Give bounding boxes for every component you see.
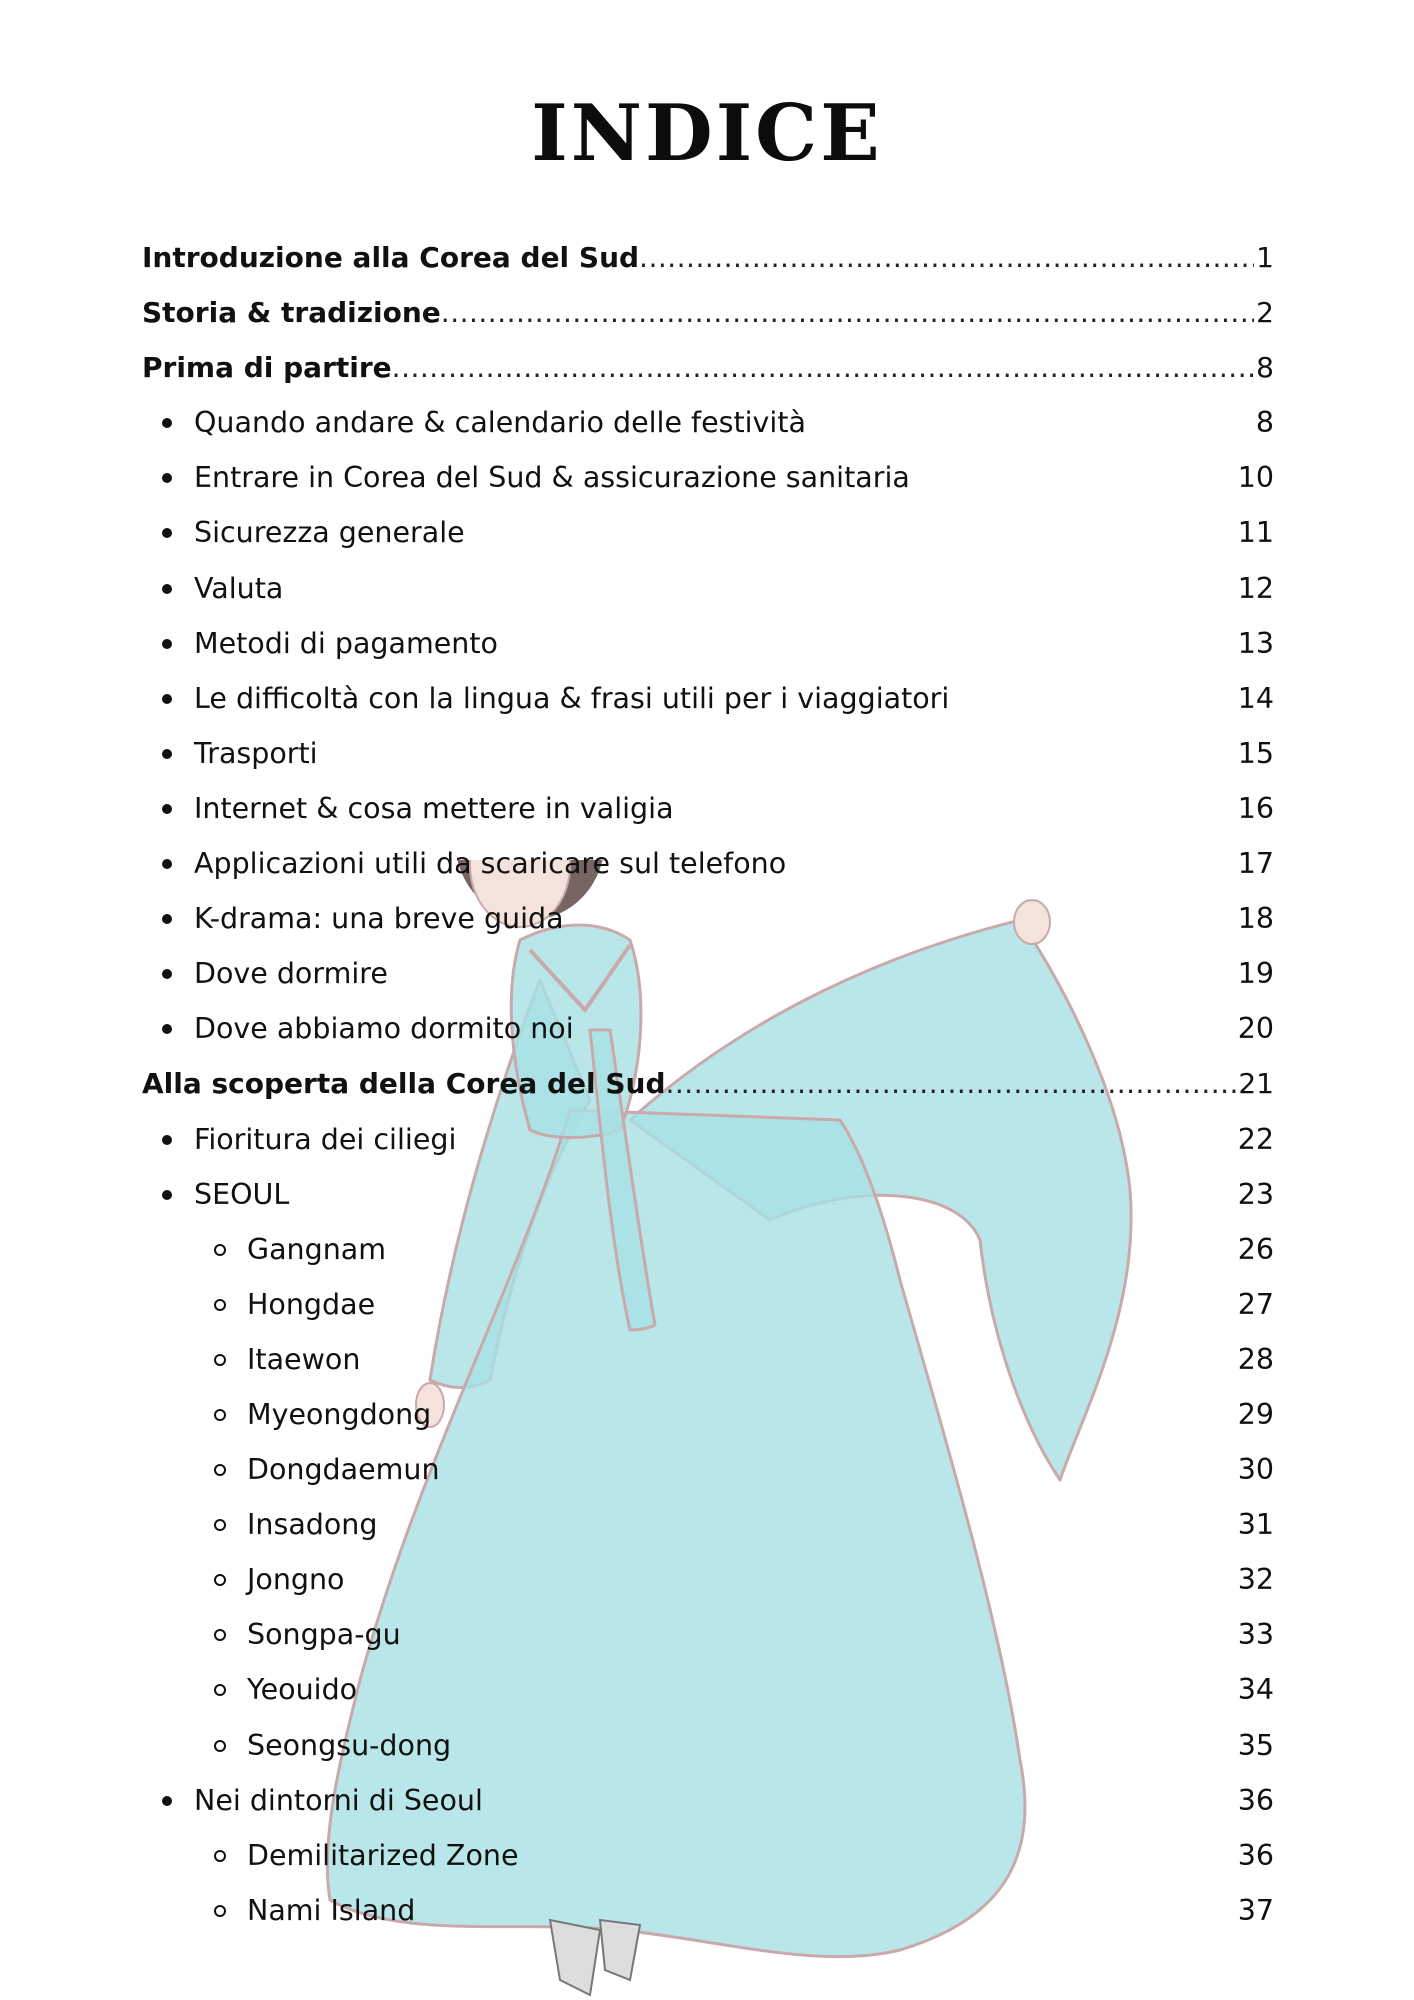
toc-subitem[interactable]: [142, 1222, 1274, 1277]
toc-item[interactable]: [142, 946, 1274, 1001]
toc-label: Valuta: [194, 571, 284, 605]
bullet-icon: [162, 804, 172, 814]
page-title: INDICE: [531, 88, 883, 179]
toc-page-number: 27: [1237, 1287, 1274, 1321]
toc-label: Le difficoltà con la lingua & frasi utili per i viaggiatori: [194, 681, 950, 715]
toc-subitem[interactable]: [142, 1883, 1274, 1938]
toc-section[interactable]: [142, 340, 1274, 395]
toc-page-number: 16: [1237, 791, 1274, 825]
toc-label: Dongdaemun: [247, 1453, 440, 1487]
table-of-contents: [142, 230, 1274, 1938]
circle-bullet-icon: [214, 1354, 226, 1366]
toc-label: Nami Island: [247, 1893, 416, 1927]
bullet-icon: [162, 969, 172, 979]
toc-page-number: 36: [1237, 1783, 1274, 1817]
toc-page-number: 22: [1237, 1122, 1274, 1156]
bullet-icon: [162, 473, 172, 483]
toc-subitem[interactable]: [142, 1332, 1274, 1387]
toc-subitem[interactable]: [142, 1442, 1274, 1497]
toc-label: Introduzione alla Corea del Sud: [142, 241, 640, 274]
toc-item[interactable]: [142, 781, 1274, 836]
toc-page-number: 21: [1238, 1067, 1274, 1101]
toc-label: Gangnam: [247, 1232, 386, 1266]
toc-page-number: 1: [1256, 241, 1274, 274]
toc-section[interactable]: [142, 285, 1274, 340]
toc-item[interactable]: [142, 616, 1274, 671]
toc-page-number: 19: [1237, 957, 1274, 991]
toc-page-number: 8: [1255, 406, 1274, 440]
circle-bullet-icon: [214, 1629, 226, 1641]
toc-page-number: 34: [1237, 1673, 1274, 1707]
circle-bullet-icon: [214, 1574, 226, 1586]
bullet-icon: [162, 1135, 172, 1145]
bullet-icon: [162, 1190, 172, 1200]
toc-page-number: 23: [1237, 1177, 1274, 1211]
circle-bullet-icon: [214, 1244, 226, 1256]
toc-page-number: 32: [1237, 1563, 1274, 1597]
toc-page-number: 28: [1237, 1342, 1274, 1376]
toc-label: Trasporti: [194, 736, 318, 770]
toc-section[interactable]: [142, 230, 1274, 285]
bullet-icon: [162, 749, 172, 759]
toc-label: Songpa-gu: [247, 1618, 401, 1652]
toc-page-number: 12: [1237, 571, 1274, 605]
circle-bullet-icon: [214, 1519, 226, 1531]
toc-label: Nei dintorni di Seoul: [194, 1783, 483, 1817]
toc-label: Myeongdong: [247, 1397, 432, 1431]
toc-label: Entrare in Corea del Sud & assicurazione sanitaria: [194, 461, 910, 495]
toc-item[interactable]: [142, 1112, 1274, 1167]
toc-item[interactable]: [142, 1167, 1274, 1222]
circle-bullet-icon: [214, 1740, 226, 1752]
toc-item[interactable]: [142, 1773, 1274, 1828]
bullet-icon: [162, 914, 172, 924]
toc-page-number: 15: [1237, 736, 1274, 770]
toc-subitem[interactable]: [142, 1828, 1274, 1883]
bullet-icon: [162, 418, 172, 428]
toc-subitem[interactable]: [142, 1552, 1274, 1607]
toc-item[interactable]: [142, 891, 1274, 946]
toc-label: Itaewon: [247, 1342, 361, 1376]
toc-page-number: 33: [1237, 1618, 1274, 1652]
toc-page-number: 8: [1256, 351, 1274, 385]
toc-item[interactable]: [142, 450, 1274, 505]
toc-page-number: 14: [1237, 681, 1274, 715]
toc-label: Seongsu-dong: [247, 1728, 452, 1762]
bullet-icon: [162, 528, 172, 538]
toc-page-number: 10: [1237, 461, 1274, 495]
toc-subitem[interactable]: [142, 1277, 1274, 1332]
bullet-icon: [162, 1024, 172, 1034]
toc-label: Dove abbiamo dormito noi: [194, 1012, 574, 1046]
toc-label: Demilitarized Zone: [247, 1838, 519, 1872]
toc-subitem[interactable]: [142, 1497, 1274, 1552]
toc-item[interactable]: [142, 505, 1274, 560]
toc-page-number: 20: [1237, 1012, 1274, 1046]
toc-page-number: 11: [1237, 516, 1274, 550]
toc-page-number: 36: [1237, 1838, 1274, 1872]
toc-label: Sicurezza generale: [194, 516, 465, 550]
bullet-icon: [162, 1796, 172, 1806]
toc-page-number: 13: [1237, 626, 1274, 660]
toc-page-number: 35: [1237, 1728, 1274, 1762]
dot-leader: [639, 230, 1254, 285]
dot-leader: [666, 1056, 1237, 1111]
toc-page-number: 29: [1237, 1397, 1274, 1431]
toc-label: K-drama: una breve guida: [194, 902, 564, 936]
toc-item[interactable]: [142, 1001, 1274, 1056]
toc-label: Alla scoperta della Corea del Sud: [142, 1067, 666, 1101]
dot-leader: [392, 340, 1255, 395]
toc-label: Jongno: [247, 1563, 345, 1597]
dot-leader: [441, 285, 1254, 340]
toc-section[interactable]: [142, 1056, 1274, 1111]
toc-item[interactable]: [142, 671, 1274, 726]
toc-label: SEOUL: [194, 1177, 290, 1211]
toc-subitem[interactable]: [142, 1662, 1274, 1717]
toc-item[interactable]: [142, 726, 1274, 781]
toc-page-number: 37: [1237, 1893, 1274, 1927]
toc-label: Storia & tradizione: [142, 296, 441, 330]
toc-label: Dove dormire: [194, 957, 388, 991]
toc-page-number: 26: [1237, 1232, 1274, 1266]
toc-page-number: 30: [1237, 1453, 1274, 1487]
toc-label: Yeouido: [247, 1673, 358, 1707]
toc-item[interactable]: [142, 836, 1274, 891]
toc-label: Internet & cosa mettere in valigia: [194, 791, 674, 825]
toc-subitem[interactable]: [142, 1607, 1274, 1662]
toc-item[interactable]: [142, 561, 1274, 616]
circle-bullet-icon: [214, 1850, 226, 1862]
bullet-icon: [162, 694, 172, 704]
toc-label: Fioritura dei ciliegi: [194, 1122, 457, 1156]
toc-label: Metodi di pagamento: [194, 626, 498, 660]
circle-bullet-icon: [214, 1684, 226, 1696]
toc-label: Hongdae: [247, 1287, 376, 1321]
circle-bullet-icon: [214, 1464, 226, 1476]
circle-bullet-icon: [214, 1905, 226, 1917]
toc-label: Prima di partire: [142, 351, 392, 385]
toc-subitem[interactable]: [142, 1387, 1274, 1442]
bullet-icon: [162, 859, 172, 869]
toc-label: Applicazioni utili da scaricare sul telefono: [194, 847, 787, 881]
toc-page-number: 2: [1256, 296, 1274, 330]
circle-bullet-icon: [214, 1299, 226, 1311]
toc-label: Quando andare & calendario delle festività: [194, 406, 806, 440]
toc-page-number: 18: [1237, 902, 1274, 936]
toc-page-number: 31: [1237, 1508, 1274, 1542]
toc-item[interactable]: [142, 395, 1274, 450]
circle-bullet-icon: [214, 1409, 226, 1421]
toc-subitem[interactable]: [142, 1718, 1274, 1773]
toc-page-number: 17: [1237, 847, 1274, 881]
toc-label: Insadong: [247, 1508, 378, 1542]
bullet-icon: [162, 584, 172, 594]
bullet-icon: [162, 639, 172, 649]
